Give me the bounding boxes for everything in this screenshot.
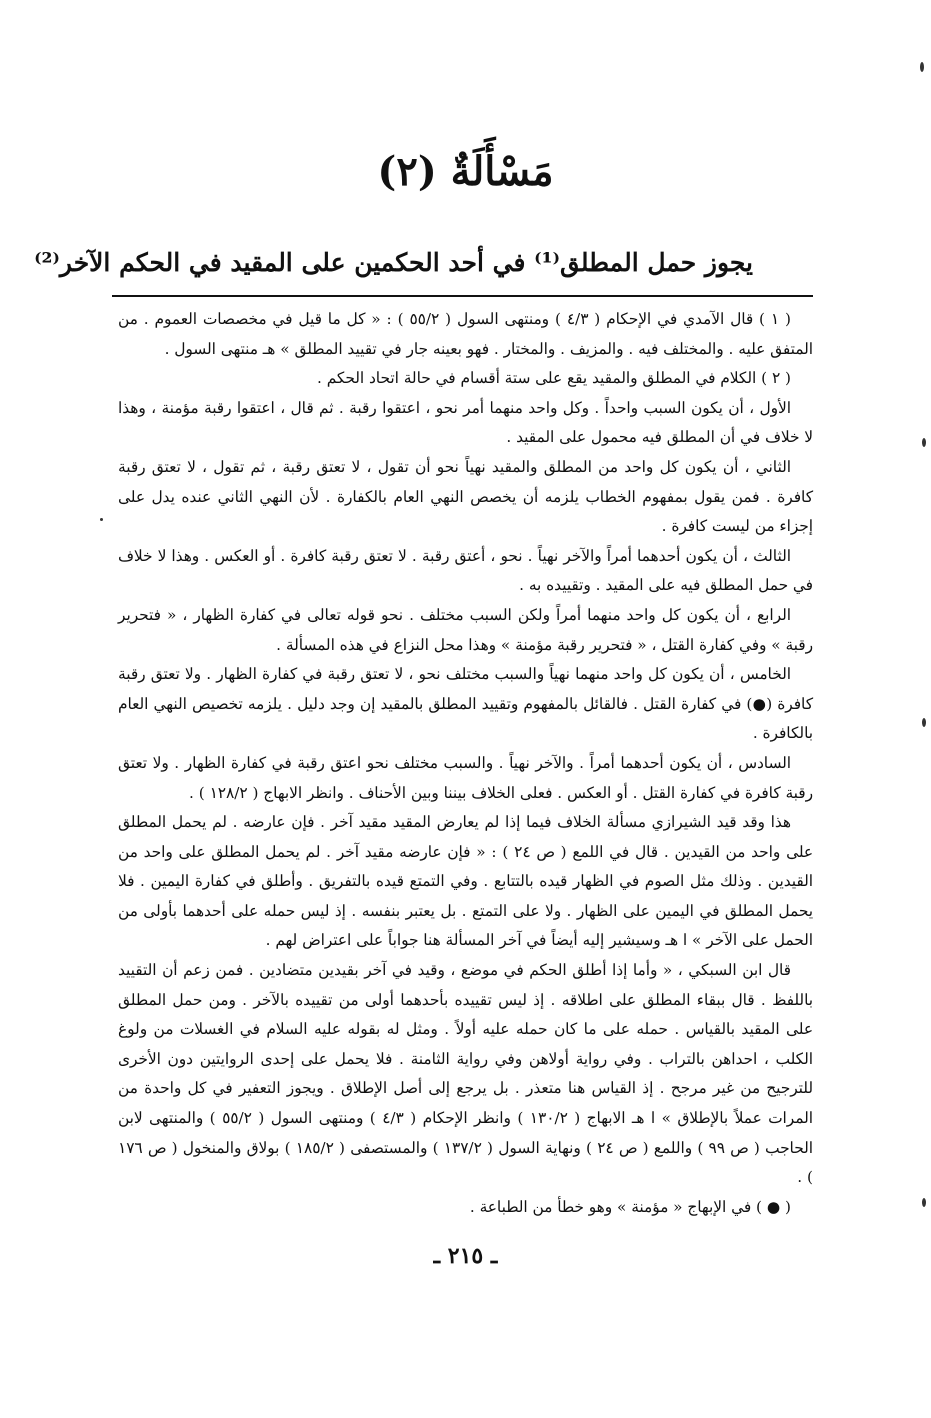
scan-mark [922, 1198, 926, 1207]
footnote-paragraph: الثاني ، أن يكون كل واحد من المطلق والمقيد نهياً نحو أن تقول ، لا تعتق رقبة ، ثم تقول ، لا تعتق رقبة كافرة . فمن يقول بمفهوم الخطاب يلزمه أن يخصص النهي العام بالكفارة . لأن النهي الثاني عنده يدل على إجزاء من ليست كافرة . [118, 457, 813, 536]
footnote-paragraph: الثالث ، أن يكون أحدهما أمراً والآخر نهياً . نحو ، أعتق رقبة . لا تعتق رقبة كافرة . أو العكس . وهذا لا خلاف في حمل المطلق فيه على المقيد . وتقييده به . [118, 546, 813, 595]
scan-mark [922, 718, 926, 727]
footnote-paragraph: ( ١ ) قال الآمدي في الإحكام ( ٤/٣ ) ومنتهى السول ( ٥٥/٢ ) : « كل ما قيل في مخصصات العموم . من المتفق عليه . والمختلف فيه . والمزيف . والمختار . فهو بعينه جار في تقييد المطلق » هـ منتهى السول . [118, 310, 813, 358]
footnote-paragraph: ( ● ) في الإبهاج « مؤمنة » وهو خطأ من الطباعة . [469, 1197, 791, 1216]
footnote-paragraph: السادس ، أن يكون أحدهما أمراً . والآخر نهياً . والسبب مختلف نحو اعتق رقبة في كفارة الظهار . ولا تعتق رقبة كافرة في كفارة القتل . أو العكس . فعلى الخلاف بيننا وبين الأحناف . وانظر الابهاج ( ١٢٨/٢ ) . [118, 753, 813, 802]
footnote-paragraph: الرابع ، أن يكون كل واحد منهما أمراً ولكن السبب مختلف . نحو قوله تعالى في كفارة الظهار ، « فتحرير رقبة » وفي كفارة القتل ، « فتحرير رقبة مؤمنة » وهذا محل النزاع في هذه المسألة . [118, 605, 813, 654]
footnote-paragraph: هذا وقد قيد الشيرازي مسألة الخلاف فيما إذا لم يعارض المقيد مقيد آخر . فإن عارضه . لم يحمل المطلق على واحد من القيدين . قال في اللمع ( ص ٢٤ ) : « فإن عارضه مقيد آخر . لم يحمل المطلق على واحد من القيدين . وذلك مثل الصوم في الظهار قيده بالتتابع . وفي التمتع قيده بالتفريق . وأطلق في كفارة اليمين . فلا يحمل المطلق في اليمين على الظهار . ولا على التمتع . بل يعتبر بنفسه . إذ ليس حمله على أحدهما بأولى من الحمل على الآخر » ا هـ وسيشير إليه أيضاً في آخر المسألة هنا جواباً على اعتراض لهم . [118, 813, 814, 950]
footnote-paragraph: قال ابن السبكي ، « وأما إذا أطلق الحكم في موضع ، وقيد في آخر بقيدين متضادين . فمن زعم أن التقييد باللفظ . قال ببقاء المطلق على اطلاقه . إذ ليس تقييده بأحدهما أولى من تقييده بالآخر . ومن حمل المطلق على المقيد بالقياس . حمله على ما كان حمله عليه أولاً . ومثل له بقوله عليه السلام في الغسلات من ولوغ الكلب ، احداهن بالتراب . وفي رواية أولاهن وفي رواية الثامنة . فلا يحمل على إحدى الروايتين دون الأخرى للترجيح من غير مرجح . إذ القياس هنا متعذر . بل يرجع إلى أصل الإطلاق . ويجوز التعفير في كل واحدة من المرات عملاً بالإطلاق » ا هـ الابهاج ( ١٣٠/٢ ) وانظر الإحكام ( ٤/٣ ) ومنتهى السول ( ٥٥/٢ ) والمنتهى لابن الحاجب ( ص ٩٩ ) واللمع ( ص ٢٤ ) ونهاية السول ( ١٣٧/٢ ) والمستصفى ( ١٨٥/٢ ) بولاق والمنخول ( ص ١٧٦ ) . [118, 961, 814, 1187]
scan-mark [922, 438, 926, 447]
chapter-title: مَسْأَلَةٌ (٢) [377, 148, 554, 195]
heading-underline [112, 295, 813, 297]
scan-mark [920, 62, 924, 72]
scan-mark [100, 518, 103, 521]
page-number: ـ ٢١٥ ـ [433, 1243, 498, 1269]
footnote-paragraph: الأول ، أن يكون السبب واحداً . وكل واحد منهما أمر نحو ، اعتقوا رقبة . ثم قال ، اعتقوا رقبة مؤمنة ، وهذا لا خلاف في أن المطلق فيه محمول على المقيد . [118, 398, 813, 447]
footnote-paragraph: الخامس ، أن يكون كل واحد منهما نهياً والسبب مختلف نحو ، لا تعتق رقبة في كفارة الظهار . ولا تعتق رقبة كافرة (●) في كفارة القتل . فالقائل بالمفهوم وتقييد المطلق بالمقيد إن وجد دليل . يلزمه تخصيص النهي العام بالكافرة . [118, 665, 813, 743]
footnote-paragraph: ( ٢ ) الكلام في المطلق والمقيد يقع على ستة أقسام في حالة اتحاد الحكم . [317, 369, 791, 388]
section-heading: يجوز حمل المطلق⁽¹⁾ في أحد الحكمين على المقيد في الحكم الآخر⁽²⁾ [34, 248, 753, 277]
footnotes-body [118, 305, 813, 1222]
